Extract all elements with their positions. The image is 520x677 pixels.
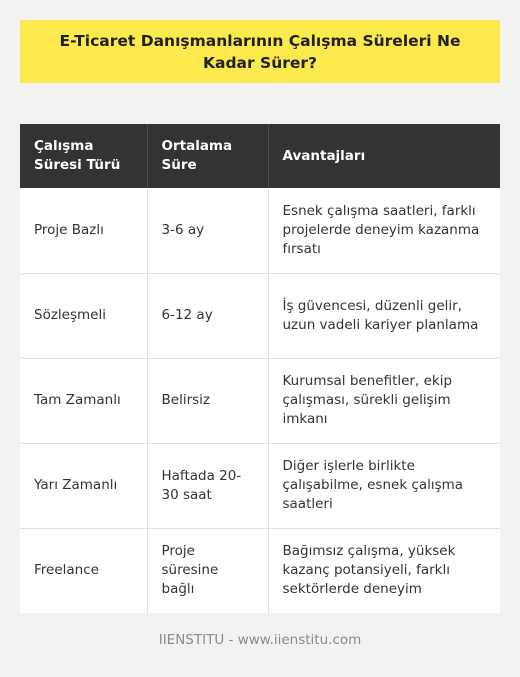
page-title: E-Ticaret Danışmanlarının Çalışma Süreleri Ne Kadar Sürer? [59,31,461,72]
table-row [20,443,500,528]
table-row [20,188,500,273]
cell-advantages: Bağımsız çalışma, yüksek kazanç potansiyeli, farklı sektörlerde deneyim [268,528,500,613]
table-row [20,273,500,358]
table-row [20,528,500,613]
cell-type: Tam Zamanlı [20,358,147,443]
cell-type: Yarı Zamanlı [20,443,147,528]
column-header-duration: Ortalama Süre [147,124,268,188]
table-header-row [20,124,500,188]
column-header-type: Çalışma Süresi Türü [20,124,147,188]
cell-duration: 3-6 ay [147,188,268,273]
cell-advantages: Kurumsal benefitler, ekip çalışması, sürekli gelişim imkanı [268,358,500,443]
cell-advantages: Diğer işlerle birlikte çalışabilme, esnek çalışma saatleri [268,443,500,528]
cell-type: Proje Bazlı [20,188,147,273]
cell-advantages: İş güvencesi, düzenli gelir, uzun vadeli kariyer planlama [268,273,500,358]
cell-type: Freelance [20,528,147,613]
cell-advantages: Esnek çalışma saatleri, farklı projelerde deneyim kazanma fırsatı [268,188,500,273]
title-banner [20,20,500,83]
cell-duration: Haftada 20-30 saat [147,443,268,528]
cell-duration: Belirsiz [147,358,268,443]
table-row [20,358,500,443]
duration-table [20,124,500,613]
cell-duration: 6-12 ay [147,273,268,358]
column-header-advantages: Avantajları [268,124,500,188]
cell-duration: Proje süresine bağlı [147,528,268,613]
cell-type: Sözleşmeli [20,273,147,358]
footer-credit: IIENSTITU - www.iienstitu.com [158,632,362,648]
